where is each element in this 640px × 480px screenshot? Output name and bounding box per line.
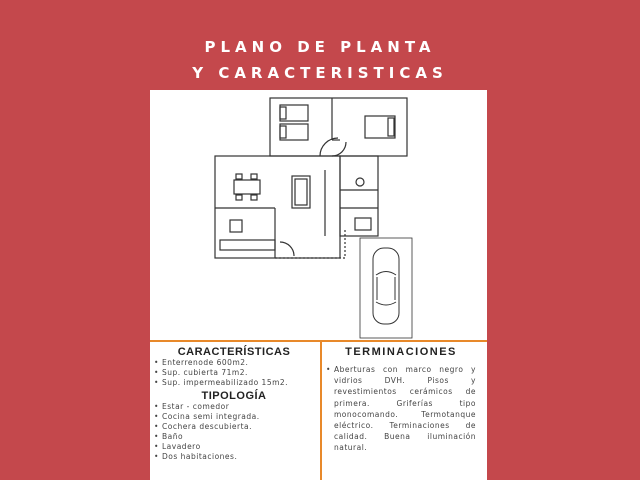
list-item: • Estar - comedor — [154, 402, 314, 412]
caracteristicas-heading: CARACTERÍSTICAS — [177, 346, 291, 358]
list-item: • Lavadero — [154, 442, 314, 452]
list-item: • Cocina semi integrada. — [154, 412, 314, 422]
content-card — [150, 90, 487, 480]
orange-divider-horizontal — [150, 340, 487, 342]
tipologia-list — [154, 402, 314, 462]
terminaciones-list — [326, 364, 476, 454]
floor-plan — [150, 90, 487, 340]
features-section — [150, 340, 487, 480]
title-line-1: PLANO DE PLANTA — [204, 38, 436, 56]
caracteristicas-column — [154, 346, 314, 462]
caracteristicas-list — [154, 358, 314, 388]
living-block — [215, 156, 340, 258]
garage — [360, 238, 412, 338]
title-line-2: Y CARACTERISTICAS — [192, 64, 448, 82]
car-icon — [373, 248, 399, 324]
list-item: • Dos habitaciones. — [154, 452, 314, 462]
list-item: • Enterrenode 600m2. — [154, 358, 314, 368]
terminaciones-column — [326, 346, 476, 454]
list-item: • Aberturas con marco negro y vidrios DVH. Pisos y revestimientos cerámicos de primera. Griferías tipo monocomando. Termotanque eléctrico. Terminaciones de calidad. Buena iluminación natural. — [326, 364, 476, 454]
orange-divider-vertical — [320, 340, 322, 480]
list-item: • Baño — [154, 432, 314, 442]
list-item: • Cochera descubierta. — [154, 422, 314, 432]
terminaciones-heading: TERMINACIONES — [345, 346, 457, 358]
bath-block — [340, 156, 378, 236]
list-item: • Sup. cubierta 71m2. — [154, 368, 314, 378]
list-item: • Sup. impermeabilizado 15m2. — [154, 378, 314, 388]
bedrooms-block — [270, 98, 407, 156]
tipologia-heading: TIPOLOGÍA — [201, 390, 267, 402]
